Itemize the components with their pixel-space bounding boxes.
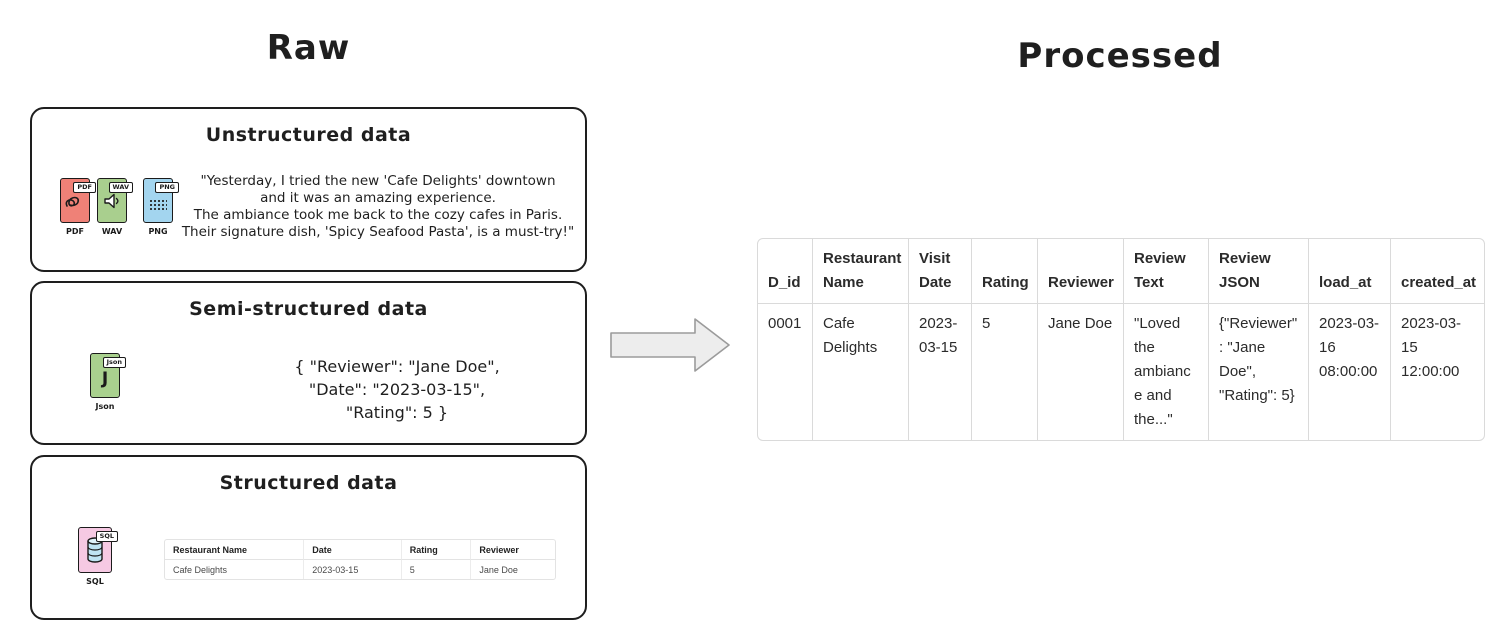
processed-table-header: Restaurant Name	[813, 239, 909, 304]
processed-table-cell: "Loved the ambiance and the..."	[1124, 304, 1209, 440]
processed-table-header-row	[758, 239, 1484, 304]
mini-table-cell: 2023-03-15	[304, 560, 401, 579]
speaker-icon	[103, 193, 121, 209]
raw-column-title: Raw	[266, 28, 351, 68]
pdf-tab-label: PDF	[73, 182, 96, 193]
wav-file-label: WAV	[101, 227, 123, 236]
json-file-body	[90, 353, 120, 398]
mini-table-row	[165, 560, 555, 579]
processed-table-header: D_id	[758, 239, 813, 304]
processed-table-header: created_at	[1391, 239, 1484, 304]
quote-line: "Yesterday, I tried the new 'Cafe Delights' downtown	[200, 173, 556, 189]
structured-data-box	[30, 455, 587, 620]
pixel-pattern-icon	[149, 199, 167, 212]
processed-table-header: Rating	[972, 239, 1038, 304]
semi-structured-box-title: Semi-structured data	[189, 298, 428, 320]
json-file-label: Json	[95, 402, 115, 411]
mini-table-header: Rating	[402, 540, 472, 560]
sql-file-label: SQL	[86, 577, 104, 586]
json-file-icon	[83, 353, 127, 411]
mini-table-header: Restaurant Name	[165, 540, 304, 560]
structured-mini-table	[164, 539, 556, 580]
png-file-label: PNG	[148, 227, 168, 236]
mini-table-header: Date	[304, 540, 401, 560]
wav-file-body	[97, 178, 127, 223]
quote-line: The ambiance took me back to the cozy cafes in Paris.	[193, 207, 563, 223]
wav-file-icon	[90, 178, 134, 236]
arrow-right-icon	[610, 316, 732, 374]
sql-tab-label: SQL	[96, 531, 118, 542]
quote-line: and it was an amazing experience.	[260, 190, 496, 206]
mini-table-cell: Jane Doe	[479, 565, 518, 575]
quote-line: Their signature dish, 'Spicy Seafood Pasta', is a must-try!"	[181, 224, 575, 240]
json-j-glyph: J	[101, 368, 109, 389]
json-line: { "Reviewer": "Jane Doe",	[294, 357, 500, 376]
structured-box-title: Structured data	[219, 472, 398, 494]
processed-table-cell: 2023-03-16 08:00:00	[1309, 304, 1391, 440]
processed-table-header: Review JSON	[1209, 239, 1309, 304]
processed-table-row	[758, 304, 1484, 440]
processed-column-title: Processed	[1017, 36, 1223, 76]
processed-table-cell: {"Reviewer": "Jane Doe", "Rating": 5}	[1209, 304, 1309, 440]
mini-table-cell: Cafe Delights	[165, 560, 304, 579]
wav-tab-label: WAV	[109, 182, 134, 193]
processed-table-header: Review Text	[1124, 239, 1209, 304]
processed-table-header: load_at	[1309, 239, 1391, 304]
processed-table-cell: 5	[972, 304, 1038, 440]
pdf-file-body	[60, 178, 90, 223]
processed-table-cell: 2023-03-15 12:00:00	[1401, 315, 1462, 380]
mini-table-header: Reviewer	[471, 540, 555, 560]
json-line: "Rating": 5 }	[345, 403, 449, 422]
processed-table-header: Visit Date	[909, 239, 972, 304]
sql-file-body	[78, 527, 112, 573]
png-file-body	[143, 178, 173, 223]
processed-table-header: Reviewer	[1038, 239, 1124, 304]
pdf-squiggle-icon	[65, 193, 85, 209]
mini-table-header-row	[165, 540, 555, 560]
sql-file-icon	[73, 527, 117, 586]
pdf-file-label: PDF	[66, 227, 84, 236]
review-quote-text	[172, 173, 584, 241]
processed-table	[757, 238, 1485, 441]
processed-table-cell: Cafe Delights	[813, 304, 909, 440]
json-snippet-text	[267, 355, 527, 424]
unstructured-box-title: Unstructured data	[205, 124, 412, 146]
processed-table-cell: Jane Doe	[1038, 304, 1124, 440]
mini-table-cell: 5	[402, 560, 472, 579]
png-tab-label: PNG	[155, 182, 179, 193]
unstructured-data-box	[30, 107, 587, 272]
processed-table-cell: 0001	[758, 304, 813, 440]
processed-table-cell: 2023-03-15	[909, 304, 972, 440]
json-line: "Date": "2023-03-15",	[308, 380, 486, 399]
json-tab-label: Json	[103, 357, 126, 368]
semi-structured-data-box	[30, 281, 587, 445]
